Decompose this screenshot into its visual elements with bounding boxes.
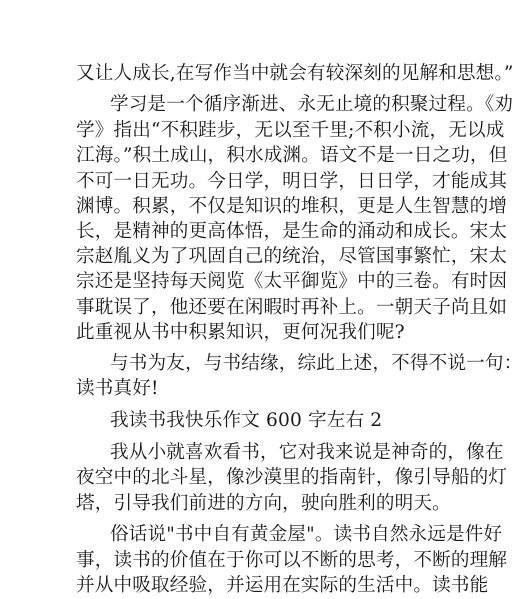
- text-line-4: 江海。”积土成山，积水成渊。语文不是一日之功，但: [76, 145, 508, 166]
- text-line-19: 事，读书的价值在于你可以不断的思考，不断的理解: [76, 550, 508, 571]
- text-line-3: 学》指出“不积跬步，无以至千里;不积小流，无以成: [76, 120, 505, 141]
- text-line-11: 此重视从书中积累知识，更何况我们呢?: [76, 322, 405, 343]
- text-line-15: 我从小就喜欢看书，它对我来说是神奇的，像在: [110, 442, 504, 463]
- text-line-9: 宗还是坚持每天阅览《太平御览》中的三卷。有时因: [76, 271, 508, 292]
- text-line-5: 不可一日无功。今日学，明日学，日日学，才能成其: [76, 171, 508, 192]
- text-line-6: 渊博。积累，不仅是知识的堆积，更是人生智慧的增: [76, 196, 508, 217]
- text-line-13: 读书真好!: [76, 378, 159, 399]
- text-line-20: 并从中吸取经验，并运用在实际的生活中。读书能: [76, 575, 489, 596]
- text-line-1: 又让人成长,在写作当中就会有较深刻的见解和思想。”: [76, 63, 514, 84]
- text-line-17: 塔，引导我们前进的方向，驶向胜利的明天。: [76, 493, 451, 514]
- section-heading: 我读书我快乐作文 600 字左右 2: [110, 410, 383, 431]
- text-line-7: 长，是精神的更高体悟，是生命的涌动和成长。宋太: [76, 221, 508, 242]
- text-line-8: 宗赵胤义为了巩固自己的统治，尽管国事繁忙，宋太: [76, 246, 508, 267]
- text-line-18: 俗话说"书中自有黄金屋"。读书自然永远是件好: [110, 524, 503, 545]
- text-line-2: 学习是一个循序渐进、永无止境的积聚过程。《劝: [110, 94, 514, 115]
- text-line-12: 与书为友，与书结缘，综此上述，不得不说一句：: [110, 353, 522, 374]
- text-line-16: 夜空中的北斗星，像沙漠里的指南针，像引导船的灯: [76, 467, 508, 488]
- text-line-10: 事耽误了，他还要在闲暇时再补上。一朝天子尚且如: [76, 297, 508, 318]
